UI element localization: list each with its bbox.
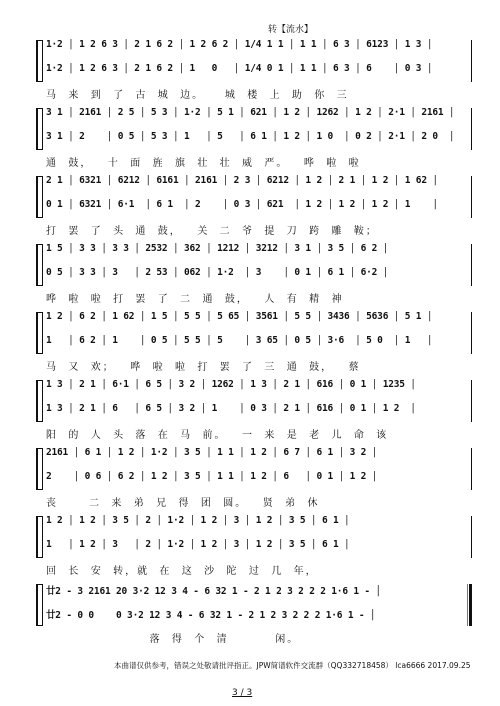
lyrics-line: 打 罢 了 头 通 鼓， 关 二 爷 提 刀 跨 雕 鞍； bbox=[46, 226, 378, 237]
system-start-barline bbox=[42, 176, 43, 218]
final-thin-barline bbox=[467, 584, 468, 626]
upper-voice-line: 廿2 - 3 2161 20 3·2 12 3 4 - 6 32 1 - 2 1 2 3 2 2 2 1·6 1 - │ bbox=[46, 586, 381, 597]
system-start-barline bbox=[42, 108, 43, 150]
system-start-barline bbox=[42, 244, 43, 286]
upper-voice-line: 1 3 │ 2 1 │ 6·1 │ 6 5 │ 3 2 │ 1262 │ 1 3 │ 2 1 │ 616 │ 0 1 │ 1235 │ bbox=[46, 379, 416, 390]
lyrics-line: 哗 啦 啦 打 罢 了 二 通 鼓， 人 有 精 神 bbox=[46, 294, 344, 305]
lower-voice-line: 1·2 │ 1 2 6 3 │ 2 1 6 2 │ 1 0 │ 1/4 0 1 │ 1 1 │ 6 3 │ 6 │ 0 3 │ bbox=[46, 63, 433, 74]
lower-voice-line: 2 │ 0 6 │ 6 2 │ 1 2 │ 3 5 │ 1 1 │ 1 2 │ 6 │ 0 1 │ 1 2 │ bbox=[46, 471, 378, 482]
score-system bbox=[36, 170, 472, 236]
upper-voice-line: 1 2 │ 1 2 │ 3 5 │ 2 │ 1·2 │ 1 2 │ 3 │ 1 2 │ 3 5 │ 6 1 │ bbox=[46, 515, 350, 526]
lower-voice-line: 3 1 │ 2 │ 0 5 │ 5 3 │ 1 │ 5 │ 6 1 │ 1 2 │ 1 0 │ 0 2 │ 2·1 │ 2 0 │ bbox=[46, 131, 455, 142]
lower-voice-line: 1 │ 6 2 │ 1 │ 0 5 │ 5 5 │ 5 │ 3 65 │ 0 5 │ 3·6 │ 5 0 │ 1 │ bbox=[46, 335, 433, 346]
score-system bbox=[36, 34, 472, 100]
lower-voice-line: 0 1 │ 6321 │ 6·1 │ 6 1 │ 2 │ 0 3 │ 621 │ 1 2 │ 1 2 │ 1 2 │ 1 │ bbox=[46, 199, 438, 210]
lower-voice-line: 廿2 - 0 0 0 3·2 12 3 4 - 6 32 1 - 2 1 2 3 2 2 2 1·6 1 - │ bbox=[46, 610, 376, 621]
system-end-barline bbox=[471, 448, 472, 490]
score-system bbox=[36, 306, 472, 372]
tempo-change-label: 转【流水】 bbox=[268, 25, 314, 35]
upper-voice-line: 3 1 │ 2161 │ 2 5 │ 5 3 │ 1·2 │ 5 1 │ 621 │ 1 2 │ 1262 │ 1 2 │ 2·1 │ 2161 │ bbox=[46, 107, 455, 118]
system-start-barline bbox=[42, 312, 43, 354]
upper-voice-line: 1 5 │ 3 3 │ 3 3 │ 2532 │ 362 │ 1212 │ 3212 │ 3 1 │ 3 5 │ 6 2 │ bbox=[46, 243, 389, 254]
system-end-barline bbox=[471, 516, 472, 558]
score-system bbox=[36, 510, 472, 576]
final-barline bbox=[469, 584, 472, 626]
page-number: 3 / 3 bbox=[232, 688, 253, 698]
upper-voice-line: 1·2 │ 1 2 6 3 │ 2 1 6 2 │ 1 2 6 2 │ 1/4 1 1 │ 1 1 │ 6 3 │ 6123 │ 1 3 │ bbox=[46, 39, 433, 50]
lyrics-line: 丧 二 来 弟 兄 得 团 圆。 贤 弟 休 bbox=[46, 498, 320, 509]
lyrics-line: 马 来 到 了 古 城 边。 城 楼 上 助 你 三 bbox=[46, 90, 349, 101]
lyrics-line: 落 得 个 清 闲。 bbox=[46, 634, 300, 645]
score-system bbox=[36, 238, 472, 304]
system-start-barline bbox=[42, 584, 43, 626]
lower-voice-line: 1 3 │ 2 1 │ 6 │ 6 5 │ 3 2 │ 1 │ 0 3 │ 2 1 │ 616 │ 0 1 │ 1 2 │ bbox=[46, 403, 416, 414]
system-end-barline bbox=[471, 380, 472, 422]
lyrics-line: 回 长 安 转，就 在 这 沙 陀 过 几 年， bbox=[46, 566, 318, 577]
lyrics-line: 马 又 欢； 哗 啦 啦 打 罢 了 三 通 鼓， 蔡 bbox=[46, 362, 361, 373]
score-system-final bbox=[36, 578, 472, 644]
system-start-barline bbox=[42, 40, 43, 82]
upper-voice-line: 2 1 │ 6321 │ 6212 │ 6161 │ 2161 │ 2 3 │ 6212 │ 1 2 │ 2 1 │ 1 2 │ 1 62 │ bbox=[46, 175, 438, 186]
system-end-barline bbox=[471, 312, 472, 354]
lyrics-line: 阳 的 人 头 落 在 马 前。 一 来 是 老 儿 命 该 bbox=[46, 430, 389, 441]
system-start-barline bbox=[42, 380, 43, 422]
system-start-barline bbox=[42, 516, 43, 558]
lyrics-line: 通 鼓， 十 面 旌 旗 壮 壮 威 严。 哗 啦 啦 bbox=[46, 158, 361, 169]
system-start-barline bbox=[42, 448, 43, 490]
upper-voice-line: 2161 │ 6 1 │ 1 2 │ 1·2 │ 3 5 │ 1 1 │ 1 2 │ 6 7 │ 6 1 │ 3 2 │ bbox=[46, 447, 378, 458]
copyright-footer: 本曲谱仅供参考，错误之处敬请批评指正。JPW简谱软件交流群（QQ332718458） lca6666 2017.09.25 bbox=[114, 661, 471, 670]
score-system bbox=[36, 102, 472, 168]
lower-voice-line: 1 │ 1 2 │ 3 │ 2 │ 1·2 │ 1 2 │ 3 │ 1 2 │ 3 5 │ 6 1 │ bbox=[46, 539, 350, 550]
score-system bbox=[36, 442, 472, 508]
system-end-barline bbox=[471, 176, 472, 218]
system-end-barline bbox=[471, 244, 472, 286]
system-end-barline bbox=[471, 40, 472, 82]
upper-voice-line: 1 2 │ 6 2 │ 1 62 │ 1 5 │ 5 5 │ 5 65 │ 3561 │ 5 5 │ 3436 │ 5636 │ 5 1 │ bbox=[46, 311, 433, 322]
system-end-barline bbox=[471, 108, 472, 150]
lower-voice-line: 0 5 │ 3 3 │ 3 │ 2 53 │ 062 │ 1·2 │ 3 │ 0 1 │ 6 1 │ 6·2 │ bbox=[46, 267, 389, 278]
score-system bbox=[36, 374, 472, 440]
